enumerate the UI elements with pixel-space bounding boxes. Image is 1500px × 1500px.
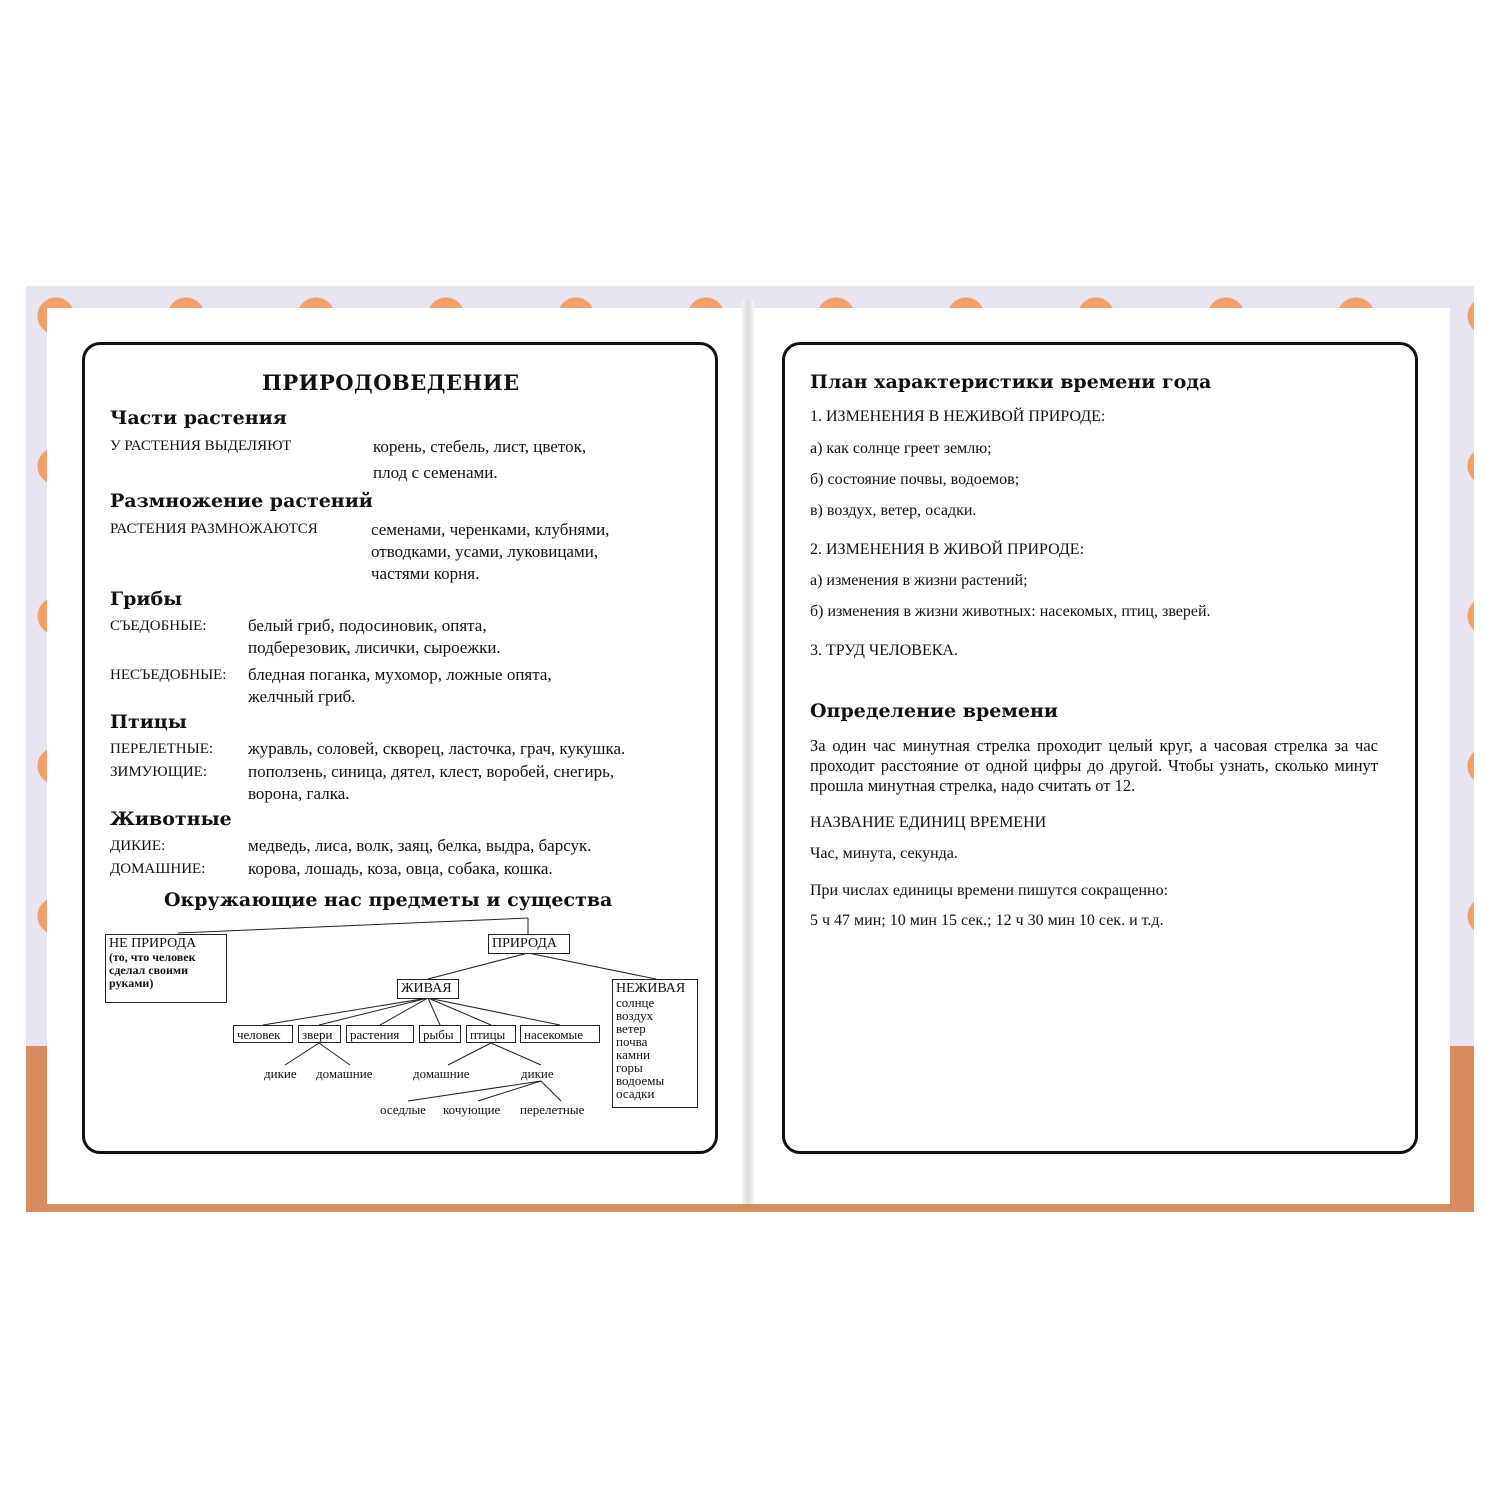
nonliving-title: НЕЖИВАЯ — [616, 981, 686, 996]
section-heading-plant-parts: Части растения — [110, 407, 287, 429]
wild-birds-split-label: кочующие — [443, 1102, 501, 1117]
diagram-heading: Окружающие нас предметы и существа — [164, 889, 613, 911]
season-plan-subitem: в) воздух, ветер, осадки. — [810, 502, 977, 519]
time-units-heading: НАЗВАНИЕ ЕДИНИЦ ВРЕМЕНИ — [810, 814, 1047, 831]
nonliving-item: горы — [616, 1060, 643, 1075]
wintering-line: поползень, синица, дятел, клест, воробей, снегирь, — [248, 762, 615, 781]
inedible-label: НЕСЪЕДОБНЫЕ: — [110, 667, 227, 683]
living-item-box: человек — [233, 1025, 293, 1043]
living-box: ЖИВАЯ — [397, 979, 459, 999]
season-plan-item: 3. ТРУД ЧЕЛОВЕКА. — [810, 642, 958, 659]
reproduction-line: семенами, черенками, клубнями, — [371, 520, 610, 539]
plant-parts-line: плод с семенами. — [373, 463, 498, 482]
not-nature-note-line: сделал своими — [109, 963, 189, 977]
wild-animals-text: медведь, лиса, волк, заяц, белка, выдра, барсук. — [248, 836, 592, 855]
birds-split-label: дикие — [521, 1066, 554, 1081]
wintering-line: ворона, галка. — [248, 784, 350, 803]
wintering-label: ЗИМУЮЩИЕ: — [110, 764, 208, 780]
living-item-box: птицы — [466, 1025, 516, 1043]
wild-birds-split-label: перелетные — [520, 1102, 585, 1117]
living-item-box: насекомые — [520, 1025, 600, 1043]
section-heading-mushrooms: Грибы — [110, 588, 183, 610]
plant-parts-line: корень, стебель, лист, цветок, — [373, 437, 587, 456]
nonliving-item: осадки — [616, 1086, 655, 1101]
section-heading-reproduction: Размножение растений — [110, 490, 373, 512]
reproduction-line: отводками, усами, луковицами, — [371, 542, 599, 561]
edible-label: СЪЕДОБНЫЕ: — [110, 618, 207, 634]
not-nature-note-line: (то, что человек — [109, 950, 196, 964]
season-plan-subitem: б) состояние почвы, водоемов; — [810, 471, 1020, 488]
plant-parts-label: У РАСТЕНИЯ ВЫДЕЛЯЮТ — [110, 438, 292, 454]
time-abbr-intro: При числах единицы времени пишутся сокращенно: — [810, 882, 1169, 899]
season-plan-subitem: б) изменения в жизни животных: насекомых, птиц, зверей. — [810, 603, 1211, 620]
time-units: Час, минута, секунда. — [810, 845, 958, 862]
nonliving-item: почва — [616, 1034, 648, 1049]
inedible-line: желчный гриб. — [248, 687, 356, 706]
not-nature-note-line: руками) — [109, 976, 154, 990]
nonliving-item: камни — [616, 1047, 651, 1062]
beasts-split-label: дикие — [264, 1066, 297, 1081]
reproduction-label: РАСТЕНИЯ РАЗМНОЖАЮТСЯ — [110, 521, 318, 537]
reproduction-line: частями корня. — [371, 564, 480, 583]
not-nature-box — [105, 934, 227, 1003]
inedible-line: бледная поганка, мухомор, ложные опята, — [248, 665, 552, 684]
nature-box: ПРИРОДА — [488, 934, 570, 954]
nonliving-item: солнце — [616, 995, 655, 1010]
nonliving-item: воздух — [616, 1008, 654, 1023]
nonliving-item: ветер — [616, 1021, 646, 1036]
section-heading-birds: Птицы — [110, 711, 187, 733]
edible-line: подберезовик, лисички, сыроежки. — [248, 638, 501, 657]
nonliving-item: водоемы — [616, 1073, 665, 1088]
beasts-split-label: домашние — [316, 1066, 373, 1081]
living-item-box: звери — [298, 1025, 341, 1043]
domestic-animals-label: ДОМАШНИЕ: — [110, 861, 206, 877]
time-heading: Определение времени — [810, 700, 1058, 722]
domestic-animals-text: корова, лошадь, коза, овца, собака, кошка. — [248, 859, 553, 878]
wild-animals-label: ДИКИЕ: — [110, 838, 166, 854]
section-heading-animals: Животные — [110, 808, 232, 830]
migratory-label: ПЕРЕЛЕТНЫЕ: — [110, 741, 214, 757]
wild-birds-split-label: оседлые — [380, 1102, 426, 1117]
time-abbr-example: 5 ч 47 мин; 10 мин 15 сек.; 12 ч 30 мин 10 сек. и т.д. — [810, 912, 1164, 929]
living-item-box: растения — [346, 1025, 414, 1043]
time-paragraph: За один час минутная стрелка проходит целый круг, а часовая стрелка за час проходит расстояние от одной цифры до другой. Чтобы узнать, сколько минут прошла минутная стрелка, надо считать от 12. — [810, 736, 1378, 795]
not-nature-title: НЕ ПРИРОДА — [109, 936, 197, 951]
page-title: ПРИРОДОВЕДЕНИЕ — [262, 370, 520, 395]
season-plan-heading: План характеристики времени года — [810, 371, 1212, 393]
living-item-box: рыбы — [419, 1025, 461, 1043]
migratory-line: журавль, соловей, скворец, ласточка, грач, кукушка. — [248, 739, 626, 758]
birds-split-label: домашние — [413, 1066, 470, 1081]
edible-line: белый гриб, подосиновик, опята, — [248, 616, 487, 635]
season-plan-item: 1. ИЗМЕНЕНИЯ В НЕЖИВОЙ ПРИРОДЕ: — [810, 408, 1106, 425]
season-plan-item: 2. ИЗМЕНЕНИЯ В ЖИВОЙ ПРИРОДЕ: — [810, 541, 1085, 558]
season-plan-subitem: а) как солнце греет землю; — [810, 440, 992, 457]
nonliving-box — [612, 979, 698, 1108]
season-plan-subitem: а) изменения в жизни растений; — [810, 572, 1028, 589]
